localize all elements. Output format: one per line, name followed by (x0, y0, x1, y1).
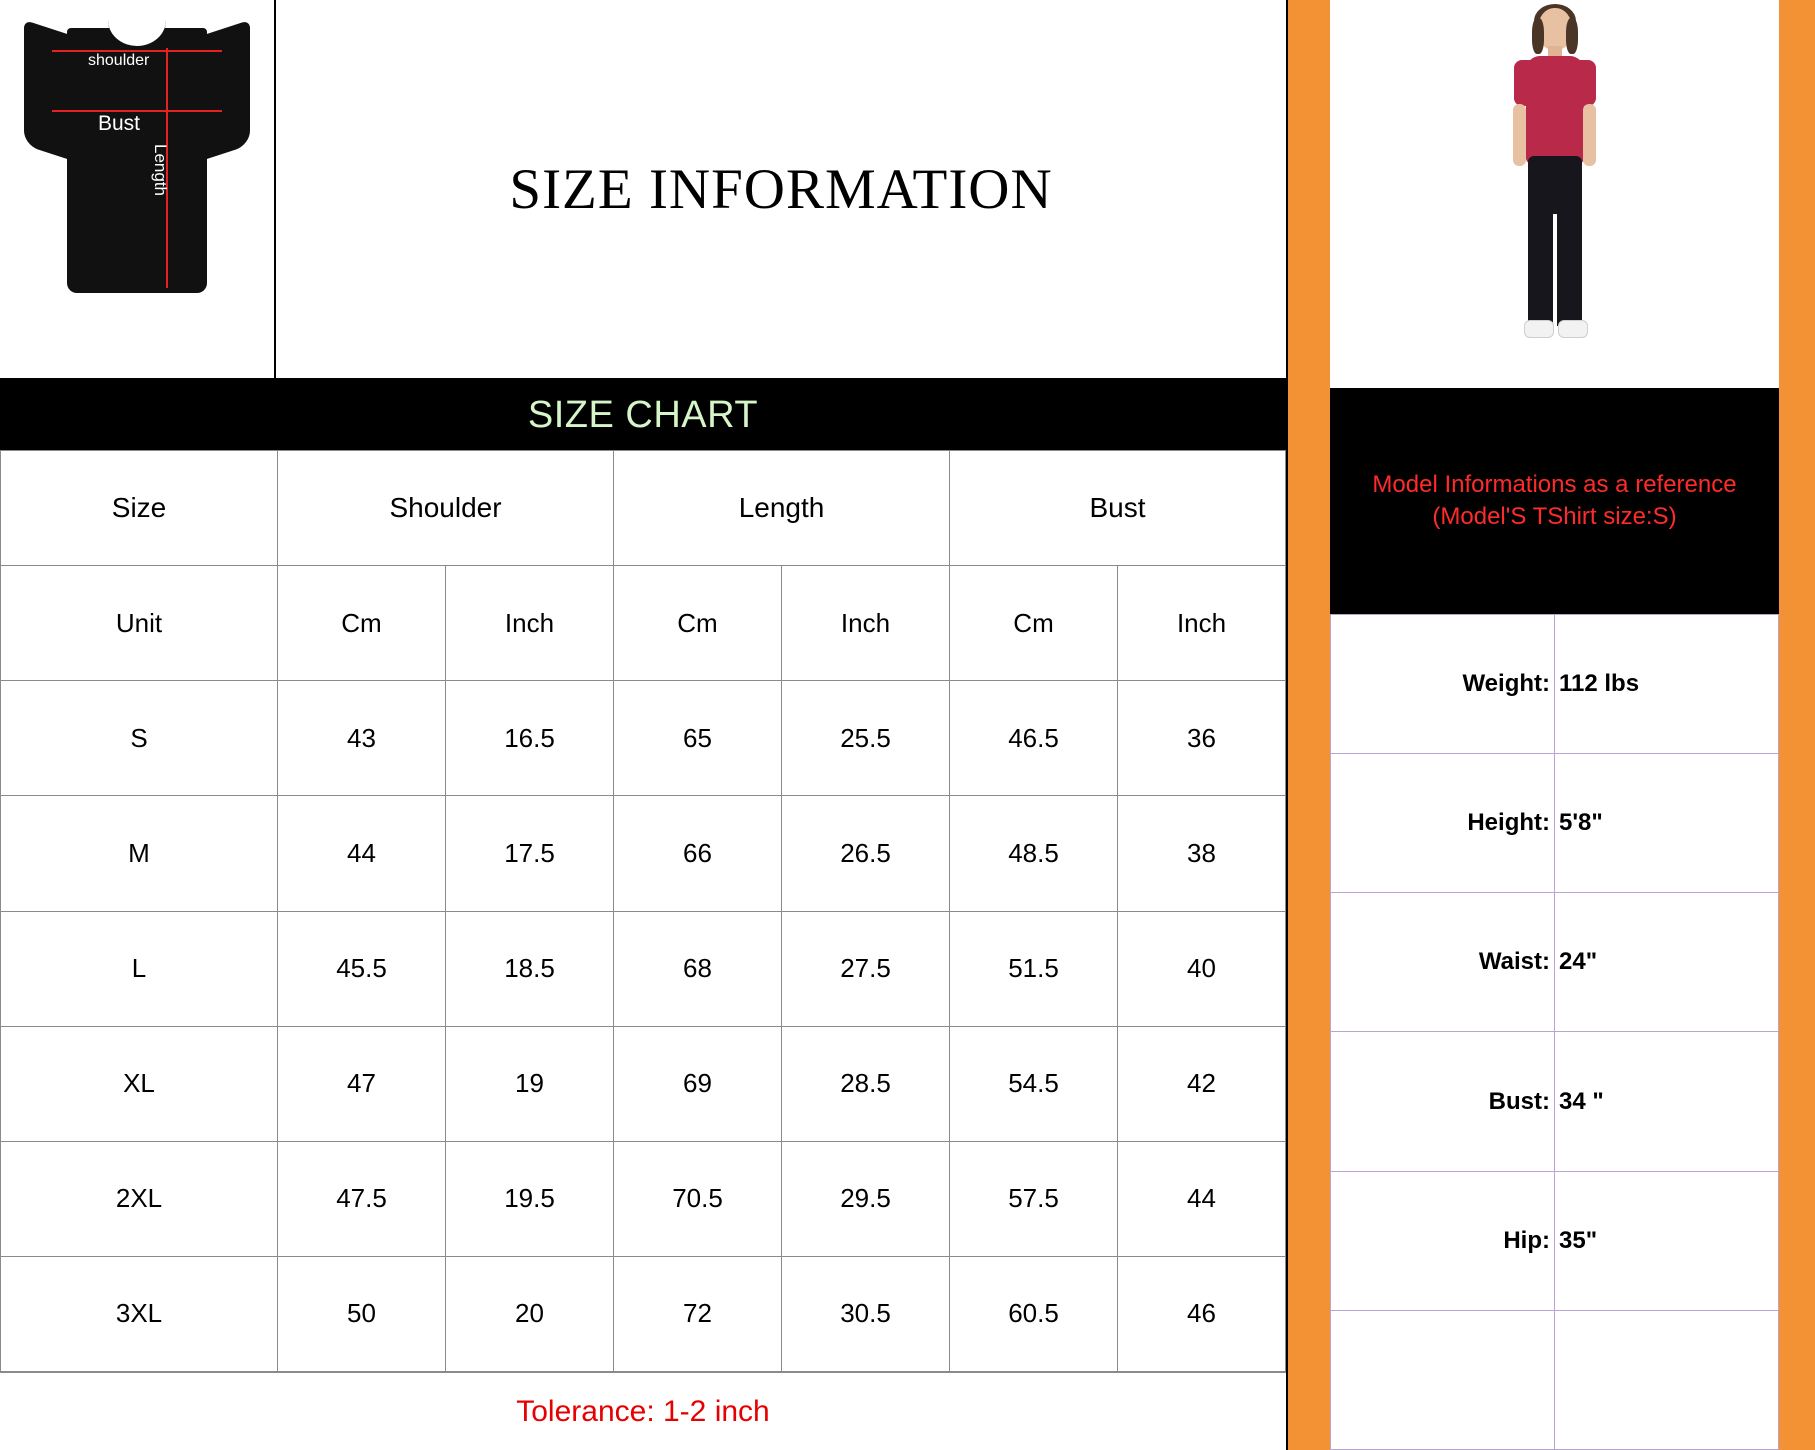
length-diagram-label: Length (151, 144, 170, 196)
spec-label-hip: Hip: (1331, 1171, 1555, 1310)
model-info-text (1372, 469, 1736, 534)
cell-size: M (1, 796, 278, 911)
cell-shoulder-in: 17.5 (446, 796, 614, 911)
size-chart-table (0, 450, 1286, 1372)
table-row (1, 1256, 1286, 1371)
cell-length-cm: 65 (614, 681, 782, 796)
page-title-cell (276, 0, 1286, 378)
model-spec-row (1331, 754, 1779, 893)
model-spec-row (1331, 1032, 1779, 1171)
spec-label-bust: Bust: (1331, 1032, 1555, 1171)
spec-value-height: 5'8" (1555, 754, 1779, 893)
cell-length-in: 30.5 (782, 1256, 950, 1371)
table-unit-row (1, 566, 1286, 681)
table-row (1, 796, 1286, 911)
bust-diagram-label: Bust (98, 112, 141, 135)
cell-size: 3XL (1, 1256, 278, 1371)
cell-bust-in: 40 (1118, 911, 1286, 1026)
model-tshirt (1526, 56, 1584, 164)
cell-shoulder-cm: 47.5 (278, 1141, 446, 1256)
cell-bust-in: 38 (1118, 796, 1286, 911)
model-left-shoe (1524, 320, 1554, 338)
model-left-arm (1513, 104, 1526, 166)
cell-length-cm: 70.5 (614, 1141, 782, 1256)
unit-label: Unit (1, 566, 278, 681)
cell-bust-cm: 51.5 (950, 911, 1118, 1026)
cell-bust-in: 46 (1118, 1256, 1286, 1371)
tshirt-measurement-diagram-cell (0, 0, 276, 378)
cell-bust-cm: 48.5 (950, 796, 1118, 911)
tshirt-icon (22, 6, 252, 306)
model-leg-split (1553, 214, 1557, 326)
cell-length-in: 29.5 (782, 1141, 950, 1256)
spec-value-weight: 112 lbs (1555, 615, 1779, 754)
cell-shoulder-cm: 45.5 (278, 911, 446, 1026)
model-info-line1: Model Informations as a reference (1372, 470, 1737, 498)
model-spec-row (1331, 1171, 1779, 1310)
cell-shoulder-in: 18.5 (446, 911, 614, 1026)
model-hair-left (1532, 18, 1544, 54)
unit-bust-inch: Inch (1118, 566, 1286, 681)
cell-length-cm: 69 (614, 1026, 782, 1141)
model-spec-row (1331, 615, 1779, 754)
table-row (1, 1026, 1286, 1141)
unit-length-cm: Cm (614, 566, 782, 681)
header-shoulder: Shoulder (278, 451, 614, 566)
unit-shoulder-inch: Inch (446, 566, 614, 681)
table-header-row (1, 451, 1286, 566)
spec-label-height: Height: (1331, 754, 1555, 893)
model-spec-row (1331, 893, 1779, 1032)
cell-shoulder-in: 16.5 (446, 681, 614, 796)
cell-bust-cm: 54.5 (950, 1026, 1118, 1141)
model-info-line2: (Model'S TShirt size:S) (1432, 503, 1677, 530)
cell-length-cm: 66 (614, 796, 782, 911)
model-right-shoe (1558, 320, 1588, 338)
cell-size: XL (1, 1026, 278, 1141)
cell-shoulder-in: 20 (446, 1256, 614, 1371)
cell-length-cm: 72 (614, 1256, 782, 1371)
model-hair-right (1566, 18, 1578, 54)
cell-bust-in: 36 (1118, 681, 1286, 796)
cell-length-in: 26.5 (782, 796, 950, 911)
cell-shoulder-cm: 47 (278, 1026, 446, 1141)
unit-shoulder-cm: Cm (278, 566, 446, 681)
model-info-band (1330, 388, 1779, 614)
cell-bust-in: 42 (1118, 1026, 1286, 1141)
header-bust: Bust (950, 451, 1286, 566)
model-figure-icon (1480, 4, 1630, 384)
tolerance-note: Tolerance: 1-2 inch (0, 1372, 1286, 1450)
table-row (1, 911, 1286, 1026)
unit-bust-cm: Cm (950, 566, 1118, 681)
table-row (1, 1141, 1286, 1256)
cell-bust-cm: 57.5 (950, 1141, 1118, 1256)
cell-length-in: 27.5 (782, 911, 950, 1026)
header-row (0, 0, 1286, 380)
cell-bust-cm: 60.5 (950, 1256, 1118, 1371)
model-photo (1330, 0, 1779, 388)
cell-bust-in: 44 (1118, 1141, 1286, 1256)
cell-shoulder-in: 19 (446, 1026, 614, 1141)
cell-shoulder-cm: 50 (278, 1256, 446, 1371)
spec-value-hip: 35" (1555, 1171, 1779, 1310)
cell-shoulder-cm: 44 (278, 796, 446, 911)
model-information-panel (1330, 0, 1779, 1450)
spec-label-weight: Weight: (1331, 615, 1555, 754)
shoulder-diagram-label: shoulder (88, 52, 150, 69)
cell-length-in: 28.5 (782, 1026, 950, 1141)
unit-length-inch: Inch (782, 566, 950, 681)
size-chart-band: SIZE CHART (0, 380, 1286, 450)
header-length: Length (614, 451, 950, 566)
page-title: SIZE INFORMATION (509, 157, 1053, 221)
cell-size: S (1, 681, 278, 796)
spec-value-waist: 24" (1555, 893, 1779, 1032)
model-spec-table (1330, 614, 1779, 1450)
model-spec-row-empty (1331, 1310, 1779, 1449)
cell-length-in: 25.5 (782, 681, 950, 796)
cell-size: 2XL (1, 1141, 278, 1256)
cell-length-cm: 68 (614, 911, 782, 1026)
cell-size: L (1, 911, 278, 1026)
spec-empty-left (1331, 1310, 1555, 1449)
spec-value-bust: 34 " (1555, 1032, 1779, 1171)
header-size: Size (1, 451, 278, 566)
spec-empty-right (1555, 1310, 1779, 1449)
cell-bust-cm: 46.5 (950, 681, 1118, 796)
spec-label-waist: Waist: (1331, 893, 1555, 1032)
cell-shoulder-in: 19.5 (446, 1141, 614, 1256)
model-right-arm (1583, 104, 1596, 166)
orange-divider-right (1779, 0, 1815, 1450)
cell-shoulder-cm: 43 (278, 681, 446, 796)
table-row (1, 681, 1286, 796)
orange-divider-left (1288, 0, 1330, 1450)
